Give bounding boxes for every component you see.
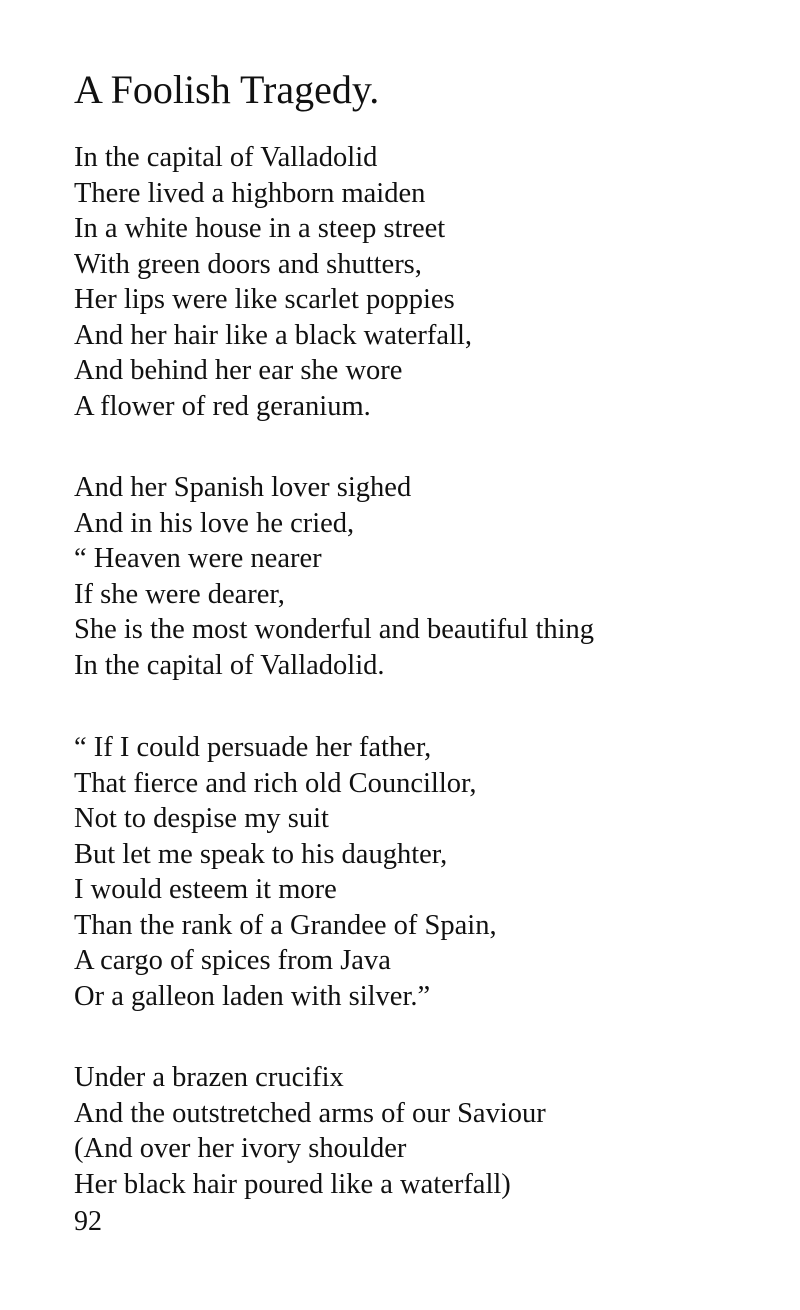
poem-line: “ If I could persuade her father, <box>74 732 432 763</box>
poem-line: And her Spanish lover sighed <box>74 472 412 503</box>
poem-line: Her black hair poured like a waterfall) <box>74 1168 511 1200</box>
poem-line: A flower of red geranium. <box>74 390 371 422</box>
stanza-1 <box>74 140 472 424</box>
poem-line: In the capital of Valladolid. <box>74 649 385 681</box>
poem-line: I would esteem it more <box>74 874 337 905</box>
poem-line: There lived a highborn maiden <box>74 177 426 209</box>
poem-line: Or a galleon laden with silver.” <box>74 980 431 1012</box>
poem-line: Under a brazen crucifix <box>74 1062 344 1093</box>
poem-line: (And over her ivory shoulder <box>74 1133 407 1164</box>
poem-line: And her hair like a black waterfall, <box>74 319 473 351</box>
poem-line: Her lips were like scarlet poppies <box>74 284 455 315</box>
poem-line: Than the rank of a Grandee of Spain, <box>74 909 497 941</box>
poem-line: With green doors and shutters, <box>74 248 422 280</box>
poem-line: In the capital of Valladolid <box>74 142 378 173</box>
poem-line: She is the most wonderful and beautiful thing <box>74 614 595 645</box>
poem-title: A Foolish Tragedy. <box>74 67 380 112</box>
stanza-4 <box>74 1060 546 1202</box>
page-number: 92 <box>74 1206 102 1237</box>
stanza-2 <box>74 470 594 683</box>
poem-line: Not to despise my suit <box>74 803 329 834</box>
poem-line: A cargo of spices from Java <box>74 945 391 976</box>
poem-line: That fierce and rich old Councillor, <box>74 767 477 799</box>
poem-line: But let me speak to his daughter, <box>74 838 448 870</box>
poem-line: And behind her ear she wore <box>74 355 403 386</box>
poem-line: “ Heaven were nearer <box>74 543 322 574</box>
stanza-3 <box>74 730 497 1014</box>
poem-line: If she were dearer, <box>74 578 285 610</box>
poem-line: And the outstretched arms of our Saviour <box>74 1097 546 1129</box>
poem-line: In a white house in a steep street <box>74 213 446 244</box>
poem-line: And in his love he cried, <box>74 507 355 539</box>
